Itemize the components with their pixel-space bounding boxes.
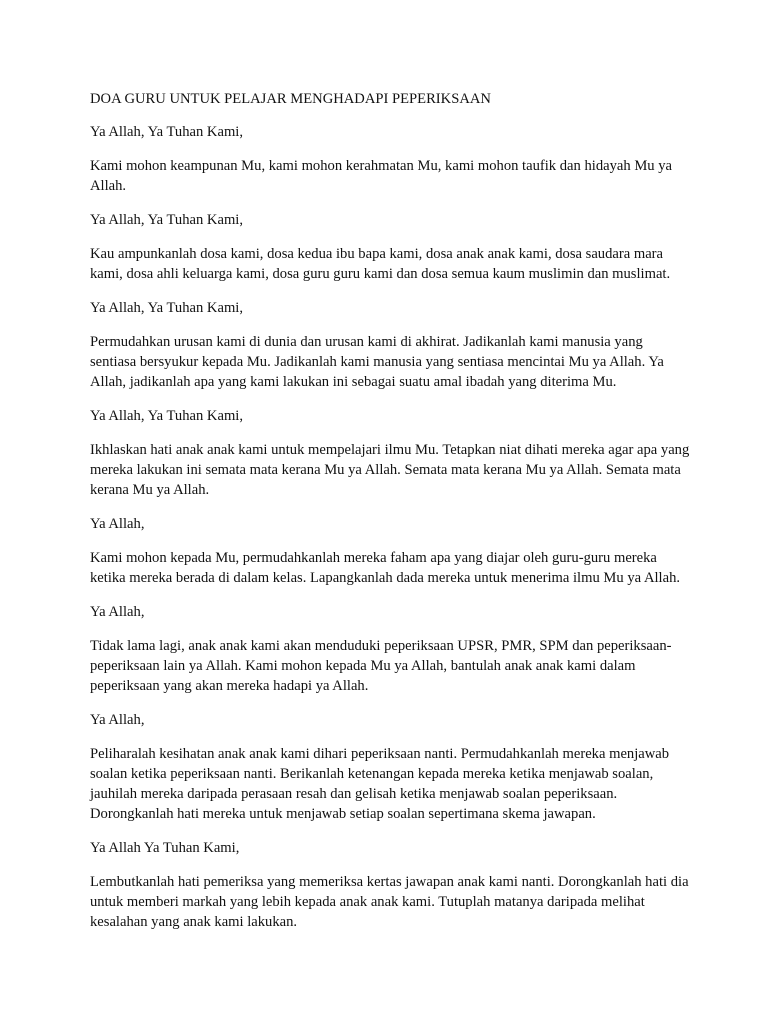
paragraph: Ya Allah, Ya Tuhan Kami,	[90, 300, 244, 316]
paragraph: Ya Allah Ya Tuhan Kami,	[90, 840, 240, 856]
paragraph: Ikhlaskan hati anak anak kami untuk mempelajari ilmu Mu. Tetapkan niat dihati mereka agar apa yang mereka lakukan ini semata mata kerana Mu ya Allah. Semata mata kerana Mu ya Allah. Semata mata kerana Mu ya Allah.	[90, 442, 690, 498]
paragraph: Kami mohon kepada Mu, permudahkanlah mereka faham apa yang diajar oleh guru-guru mereka ketika mereka berada di dalam kelas. Lapangkanlah dada mereka untuk menerima ilmu Mu ya Allah.	[90, 550, 681, 586]
paragraph: Permudahkan urusan kami di dunia dan urusan kami di akhirat. Jadikanlah kami manusia yang sentiasa bersyukur kepada Mu. Jadikanlah kami manusia yang sentiasa mencintai Mu ya Allah. Ya Allah, jadikanlah apa yang kami lakukan ini sebagai suatu amal ibadah yang diterima Mu.	[90, 334, 664, 390]
paragraph: Ya Allah,	[90, 516, 145, 532]
paragraph: Peliharalah kesihatan anak anak kami dihari peperiksaan nanti. Permudahkanlah mereka menjawab soalan ketika peperiksaan nanti. Berikanlah ketenangan kepada mereka ketika menjawab soalan, jauhilah mereka daripada perasaan resah dan gelisah ketika menjawab soalan peperiksaan. Dorongkanlah hati mereka untuk menjawab setiap soalan sepertimana skema jawapan.	[90, 746, 670, 822]
paragraph: Ya Allah, Ya Tuhan Kami,	[90, 212, 244, 228]
document-title: DOA GURU UNTUK PELAJAR MENGHADAPI PEPERIKSAAN	[90, 91, 491, 107]
paragraph: Kau ampunkanlah dosa kami, dosa kedua ibu bapa kami, dosa anak anak kami, dosa saudara mara kami, dosa ahli keluarga kami, dosa guru guru kami dan dosa semua kaum muslimin dan muslimat.	[90, 246, 671, 282]
paragraph: Ya Allah,	[90, 712, 145, 728]
paragraph: Ya Allah, Ya Tuhan Kami,	[90, 408, 244, 424]
paragraph: Ya Allah, Ya Tuhan Kami,	[90, 124, 244, 140]
paragraph: Tidak lama lagi, anak anak kami akan menduduki peperiksaan UPSR, PMR, SPM dan peperiksaan-peperiksaan lain ya Allah. Kami mohon kepada Mu ya Allah, bantulah anak anak kami dalam peperiksaan yang akan mereka hadapi ya Allah.	[90, 638, 672, 694]
paragraph: Lembutkanlah hati pemeriksa yang memeriksa kertas jawapan anak kami nanti. Dorongkanlah hati dia untuk memberi markah yang lebih kepada anak anak kami. Tutuplah matanya daripada melihat kesalahan yang anak kami lakukan.	[90, 874, 689, 930]
document-page	[90, 89, 690, 946]
paragraph: Ya Allah,	[90, 604, 145, 620]
paragraph: Kami mohon keampunan Mu, kami mohon kerahmatan Mu, kami mohon taufik dan hidayah Mu ya Allah.	[90, 158, 673, 194]
